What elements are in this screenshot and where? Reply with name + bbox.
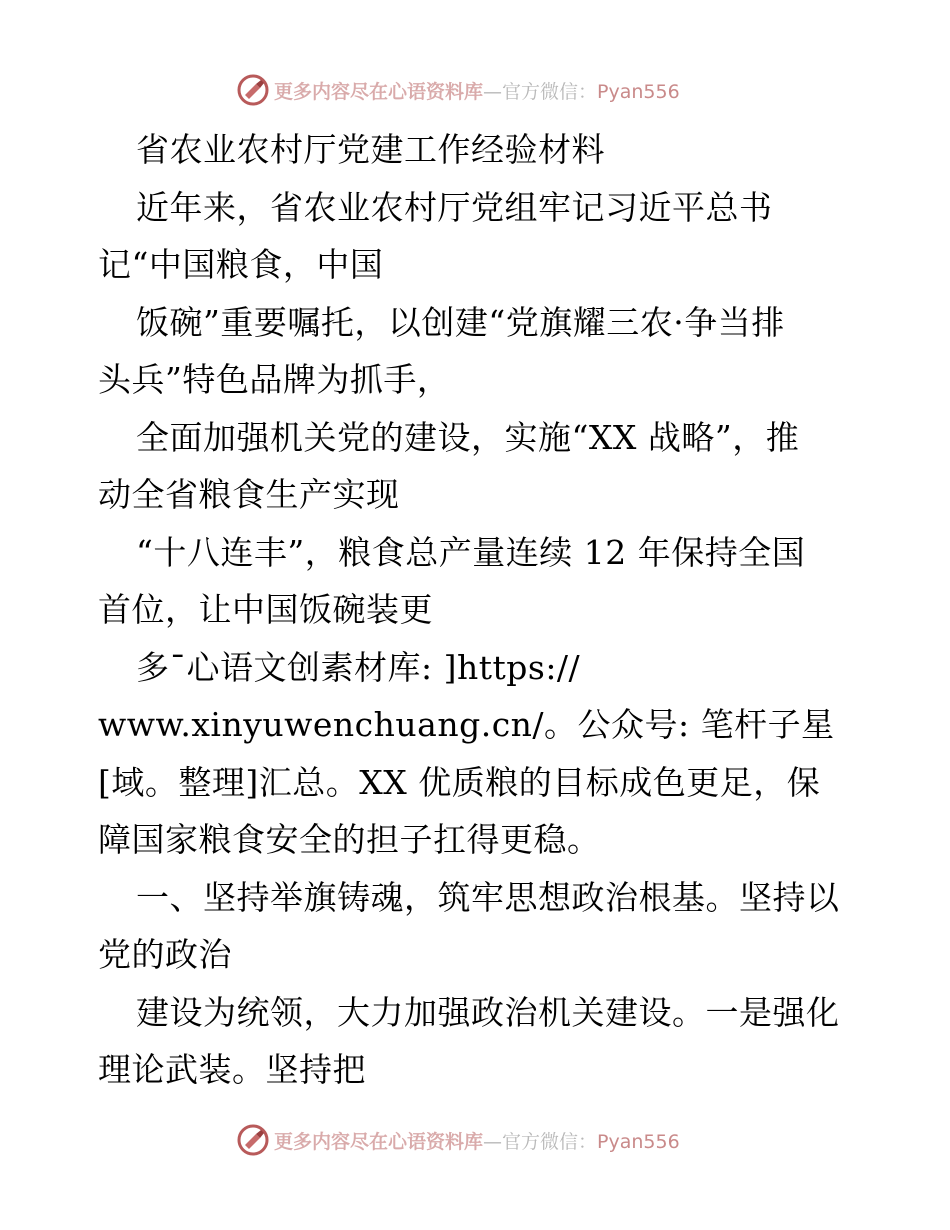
text-line: 多¯心语文创素材库: ]https:// [136, 647, 581, 687]
watermark-label: 官方微信： [502, 80, 598, 103]
watermark-label: 官方微信： [502, 1130, 598, 1153]
text-line: 省农业农村厅党建工作经验材料 [136, 130, 605, 169]
text-line: 头兵”特色品牌为抓手， [98, 360, 451, 399]
watermark-separator: — [483, 1130, 503, 1153]
text-line: 建设为统领，大力加强政治机关建设。一是强化 [136, 992, 840, 1032]
watermark-brand: 更多内容尽在心语资料库 [274, 80, 484, 103]
text-line: 一、坚持举旗铸魂，筑牢思想政治根基。坚持以 [136, 877, 840, 917]
text-line: 饭碗”重要嘱托，以创建“党旗耀三农·争当排 [136, 302, 785, 342]
header-watermark [236, 73, 680, 107]
text-line: 首位，让中国饭碗装更 [98, 590, 433, 629]
text-line: www.xinyuwenchuang.cn/。公众号: 笔杆子星 [98, 705, 835, 744]
watermark-text [274, 77, 680, 104]
text-line: 理论武装。坚持把 [98, 1050, 366, 1089]
text-line: 近年来，省农业农村厅党组牢记习近平总书 [136, 187, 773, 227]
footer-watermark [236, 1123, 680, 1157]
text-line: [域。整理]汇总。XX 优质粮的目标成色更足，保 [98, 762, 821, 802]
text-line: 障国家粮食安全的担子扛得更稳。 [98, 820, 601, 859]
text-line: 全面加强机关党的建设，实施“XX 战略”，推 [136, 417, 800, 457]
watermark-text [274, 1127, 680, 1154]
text-line: 动全省粮食生产实现 [98, 475, 400, 514]
text-line: “十八连丰”，粮食总产量连续 12 年保持全国 [136, 532, 806, 572]
watermark-id: Pyan556 [597, 1130, 680, 1153]
text-line: 党的政治 [98, 935, 232, 974]
watermark-logo-icon [236, 1123, 270, 1157]
watermark-brand: 更多内容尽在心语资料库 [274, 1130, 484, 1153]
watermark-separator: — [483, 80, 503, 103]
text-line: 记“中国粮食，中国 [98, 245, 384, 284]
document-body [98, 121, 858, 1099]
watermark-id: Pyan556 [597, 80, 680, 103]
watermark-logo-icon [236, 73, 270, 107]
